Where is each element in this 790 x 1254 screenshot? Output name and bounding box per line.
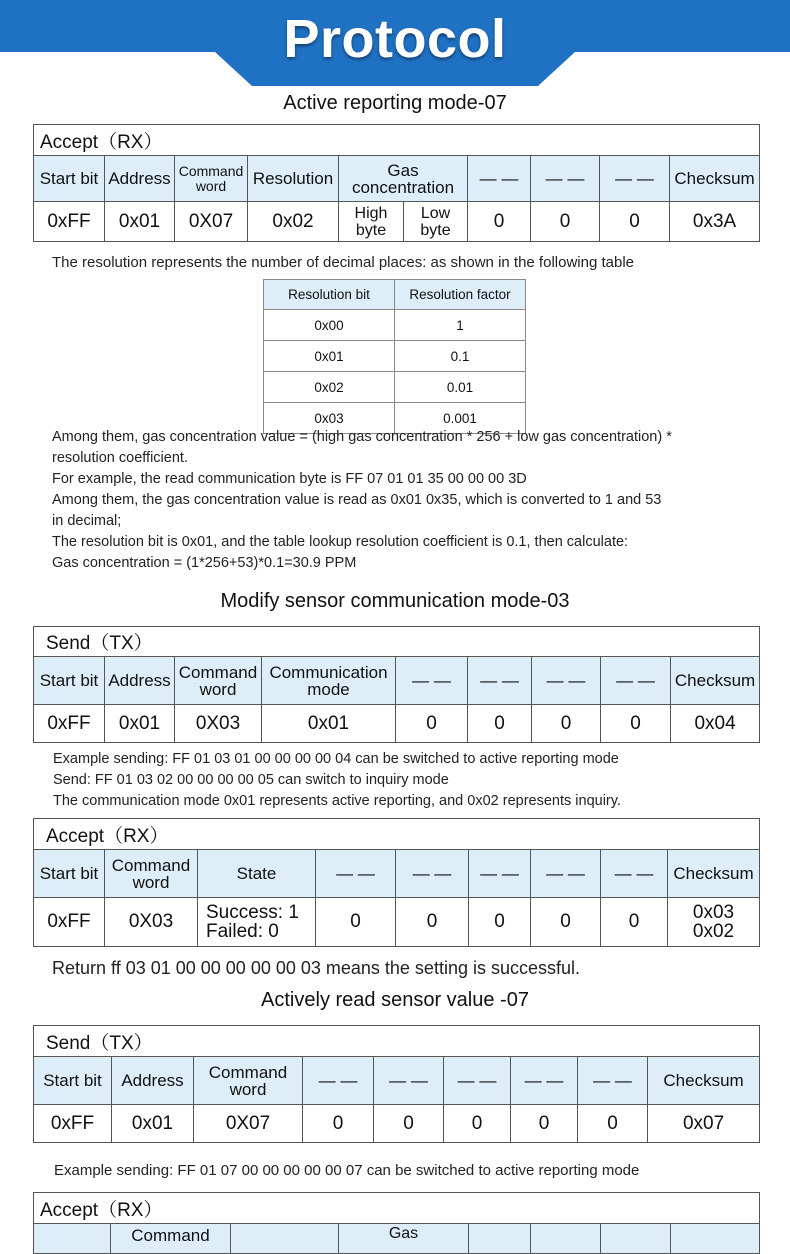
cell-high-byte: High byte — [339, 202, 404, 242]
accept-table-modify-mode — [33, 818, 760, 947]
cell-command-word: 0X07 — [175, 202, 248, 242]
cell-address: 0x01 — [105, 202, 175, 242]
cell-checksum: 0x3A — [670, 202, 760, 242]
cell-state — [198, 898, 316, 947]
header-dash: — — — [469, 850, 531, 898]
cell-command-word: 0X03 — [175, 705, 262, 743]
cell-zero: 0 — [600, 202, 670, 242]
cell-checksum: 0x04 — [671, 705, 760, 743]
header-checksum: Checksum — [648, 1057, 760, 1105]
cell-zero: 0 — [396, 898, 469, 947]
table-caption: Accept（RX） — [34, 819, 760, 850]
header-dash: — — — [601, 657, 671, 705]
cell-start-bit: 0xFF — [34, 1105, 112, 1143]
section-heading-actively-read: Actively read sensor value -07 — [261, 989, 529, 1011]
header-dash: — — — [374, 1057, 444, 1105]
cell-zero: 0 — [531, 202, 600, 242]
cell-resolution: 0x02 — [248, 202, 339, 242]
note-line: Among them, gas concentration value = (high gas concentration * 256 + low gas concentration) * — [52, 429, 672, 445]
cell-start-bit: 0xFF — [34, 705, 105, 743]
header-command-partial: Command — [111, 1224, 231, 1254]
section-heading-modify-mode: Modify sensor communication mode-03 — [220, 590, 570, 612]
header-dash: — — — [601, 850, 668, 898]
resolution-note: The resolution represents the number of decimal places: as shown in the following table — [52, 254, 634, 271]
cell-zero: 0 — [468, 705, 532, 743]
header-communication-mode: Communication mode — [262, 657, 396, 705]
header-command-word: Command word — [175, 657, 262, 705]
res-header-factor: Resolution factor — [395, 280, 526, 310]
header-address: Address — [105, 156, 175, 202]
cell-checksum: 0x07 — [648, 1105, 760, 1143]
header-dash: — — — [396, 657, 468, 705]
note-line: The communication mode 0x01 represents active reporting, and 0x02 represents inquiry. — [53, 793, 621, 809]
header-state: State — [198, 850, 316, 898]
send-table-actively-read — [33, 1025, 760, 1143]
header-address: Address — [112, 1057, 194, 1105]
res-cell: 0.001 — [395, 403, 526, 434]
header-dash: — — — [531, 850, 601, 898]
cell-zero: 0 — [316, 898, 396, 947]
cell-zero: 0 — [444, 1105, 511, 1143]
table-caption: Send（TX） — [34, 1026, 760, 1057]
actively-read-note: Example sending: FF 01 07 00 00 00 00 00 07 can be switched to active reporting mode — [54, 1162, 640, 1179]
section-heading-active-reporting: Active reporting mode-07 — [283, 92, 507, 114]
header-dash: — — — [578, 1057, 648, 1105]
table-caption: Send（TX） — [34, 627, 760, 657]
header-dash: — — — [531, 156, 600, 202]
resolution-table — [263, 279, 526, 434]
cell-zero: 0 — [469, 898, 531, 947]
header-dash: — — — [511, 1057, 578, 1105]
cell-start-bit: 0xFF — [34, 202, 105, 242]
header-start-bit: Start bit — [34, 850, 105, 898]
res-cell: 0.01 — [395, 372, 526, 403]
cell-start-bit: 0xFF — [34, 898, 105, 947]
header-dash: — — — [316, 850, 396, 898]
cell-zero: 0 — [601, 898, 668, 947]
res-cell: 1 — [395, 310, 526, 341]
cell-zero: 0 — [303, 1105, 374, 1143]
header-dash: — — — [303, 1057, 374, 1105]
cell-zero: 0 — [531, 898, 601, 947]
header-dash: — — — [444, 1057, 511, 1105]
cell-zero: 0 — [532, 705, 601, 743]
header-start-bit: Start bit — [34, 1057, 112, 1105]
accept-table-actively-read — [33, 1192, 760, 1254]
cell-zero: 0 — [396, 705, 468, 743]
header-start-bit: Start bit — [34, 156, 105, 202]
header-resolution: Resolution — [248, 156, 339, 202]
header-dash: — — — [396, 850, 469, 898]
cell-low-byte: Low byte — [404, 202, 468, 242]
note-line: Among them, the gas concentration value is read as 0x01 0x35, which is converted to 1 and 53 — [52, 492, 662, 508]
note-line: The resolution bit is 0x01, and the table lookup resolution coefficient is 0.1, then calculate: — [52, 534, 629, 550]
state-success: Success: 1 — [206, 902, 299, 923]
note-line: Gas concentration = (1*256+53)*0.1=30.9 PPM — [52, 555, 357, 571]
res-header-bit: Resolution bit — [264, 280, 395, 310]
table-caption: Accept（RX） — [34, 125, 760, 156]
header-start-bit: Start bit — [34, 657, 105, 705]
res-cell: 0x01 — [264, 341, 395, 372]
header-checksum: Checksum — [671, 657, 760, 705]
page-title: Protocol — [283, 9, 507, 69]
note-line: in decimal; — [52, 513, 122, 529]
header-gas-partial: Gas — [339, 1224, 469, 1254]
note-line: For example, the read communication byte is FF 07 01 01 35 00 00 00 3D — [52, 471, 527, 487]
cell-zero: 0 — [601, 705, 671, 743]
header-command-word: Command word — [175, 156, 248, 202]
cell-zero: 0 — [578, 1105, 648, 1143]
res-cell: 0x03 — [264, 403, 395, 434]
header-command-word: Command word — [194, 1057, 303, 1105]
res-cell: 0x00 — [264, 310, 395, 341]
calculation-notes — [52, 427, 672, 574]
header-dash: — — — [468, 657, 532, 705]
cell-command-word: 0X03 — [105, 898, 198, 947]
note-line: Example sending: FF 01 03 01 00 00 00 00 04 can be switched to active reporting mode — [53, 751, 619, 767]
header-checksum: Checksum — [668, 850, 760, 898]
res-cell: 0.1 — [395, 341, 526, 372]
cell-checksum — [668, 898, 760, 947]
res-cell: 0x02 — [264, 372, 395, 403]
cell-zero: 0 — [374, 1105, 444, 1143]
note-line: resolution coefficient. — [52, 450, 188, 466]
cell-zero: 0 — [511, 1105, 578, 1143]
return-note: Return ff 03 01 00 00 00 00 00 03 means the setting is successful. — [52, 958, 581, 978]
header-dash: — — — [468, 156, 531, 202]
checksum-failed: 0x02 — [692, 921, 735, 942]
header-dash: — — — [532, 657, 601, 705]
header-command-word: Command word — [105, 850, 198, 898]
cell-communication-mode: 0x01 — [262, 705, 396, 743]
checksum-success: 0x03 — [692, 902, 735, 923]
cell-zero: 0 — [468, 202, 531, 242]
header-gas-concentration: Gas concentration — [339, 156, 468, 202]
table-caption: Accept（RX） — [34, 1193, 760, 1224]
send-table-modify-mode — [33, 626, 760, 743]
note-line: Send: FF 01 03 02 00 00 00 00 05 can switch to inquiry mode — [53, 772, 449, 788]
cell-address: 0x01 — [105, 705, 175, 743]
mode-notes — [53, 749, 621, 812]
accept-table-active-reporting — [33, 124, 760, 242]
cell-command-word: 0X07 — [194, 1105, 303, 1143]
cell-address: 0x01 — [112, 1105, 194, 1143]
header-dash: — — — [600, 156, 670, 202]
header-address: Address — [105, 657, 175, 705]
state-failed: Failed: 0 — [206, 921, 279, 942]
header-checksum: Checksum — [670, 156, 760, 202]
